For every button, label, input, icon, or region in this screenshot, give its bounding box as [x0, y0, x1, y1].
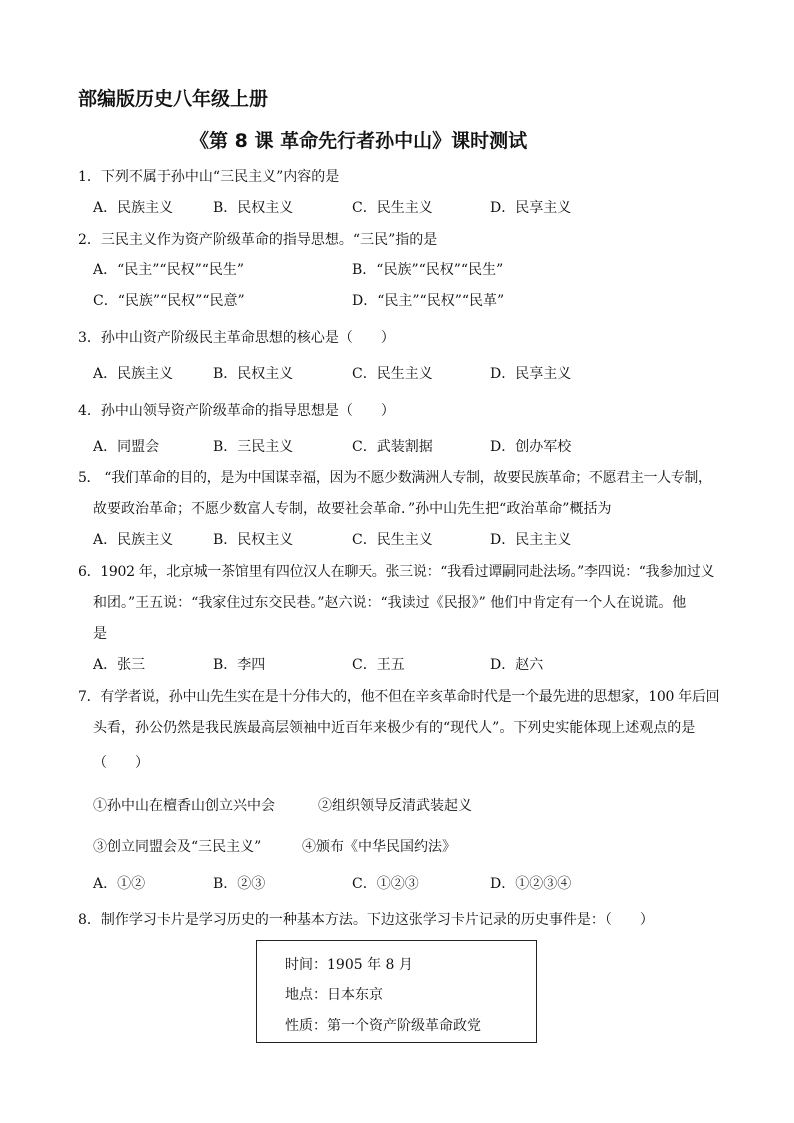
option-a: A．①②	[93, 876, 146, 892]
option-b: B．民权主义	[213, 532, 294, 548]
card-place: 地点：日本东京	[285, 987, 383, 1003]
option-d: D．“民主”“民权”“民革”	[352, 293, 505, 309]
option-b: B．②③	[213, 876, 266, 892]
option-d: D．民享主义	[490, 366, 572, 382]
card-time: 时间：1905 年 8 月	[285, 957, 413, 973]
option-c: C．民生主义	[352, 366, 433, 382]
option-c: C．①②③	[352, 876, 419, 892]
question-stem-line-1: 5． “我们革命的目的，是为中国谋幸福，因为不愿少数满洲人专制，故要民族革命；不愿君主一人专制，	[78, 470, 712, 486]
option-b: B．三民主义	[213, 439, 294, 455]
option-c: C．民生主义	[352, 532, 433, 548]
question-stem: 3．孙中山资产阶级民主革命思想的核心是（ ）	[78, 330, 395, 346]
statement-1: ①孙中山在檀香山创立兴中会	[93, 798, 275, 814]
option-b: B．民权主义	[213, 200, 294, 216]
option-c: C．武装割据	[352, 439, 433, 455]
option-a: A．张三	[93, 657, 146, 673]
option-c: C．“民族”“民权”“民意”	[93, 293, 245, 309]
option-d: D．民主主义	[490, 532, 572, 548]
question-stem-line-1: 7．有学者说，孙中山先生实在是十分伟大的，他不但在辛亥革命时代是一个最先进的思想家，100 年后回	[78, 689, 720, 705]
option-a: A．民族主义	[93, 532, 174, 548]
question-stem: 2．三民主义作为资产阶级革命的指导思想。“三民”指的是	[78, 232, 438, 248]
card-nature: 性质：第一个资产阶级革命政党	[285, 1018, 481, 1034]
option-b: B．李四	[213, 657, 266, 673]
option-d: D．①②③④	[490, 876, 572, 892]
option-d: D．创办军校	[490, 439, 572, 455]
option-d: D．赵六	[490, 657, 544, 673]
question-stem: 4．孙中山领导资产阶级革命的指导思想是（ ）	[78, 403, 395, 419]
option-b: B．民权主义	[213, 366, 294, 382]
option-a: A．民族主义	[93, 366, 174, 382]
question-stem-line-3: （ ）	[93, 755, 149, 771]
question-stem: 8．制作学习卡片是学习历史的一种基本方法。下边这张学习卡片记录的历史事件是：（ ）	[78, 912, 654, 928]
statement-2: ②组织领导反清武装起义	[318, 798, 472, 814]
option-a: A．“民主”“民权”“民生”	[93, 262, 245, 278]
question-stem: 1．下列不属于孙中山“三民主义”内容的是	[78, 169, 340, 185]
question-stem-line-2: 故要政治革命；不愿少数富人专制，故要社会革命．”孙中山先生把“政治革命”概括为	[93, 501, 612, 517]
series-heading: 部编版历史八年级上册	[78, 88, 269, 110]
option-d: D．民享主义	[490, 200, 572, 216]
statement-3: ③创立同盟会及“三民主义”	[93, 839, 262, 855]
option-c: C．民生主义	[352, 200, 433, 216]
question-stem-line-3: 是	[93, 626, 107, 642]
option-a: A．民族主义	[93, 200, 174, 216]
option-a: A．同盟会	[93, 439, 160, 455]
option-c: C．王五	[352, 657, 405, 673]
question-stem-line-2: 和团。”王五说：“我家住过东交民巷。”赵六说：“我读过《民报》” 他们中肯定有一个人在说谎。他	[93, 595, 687, 611]
page-title: 《第 8 课 革命先行者孙中山》课时测试	[190, 130, 528, 152]
statement-4: ④颁布《中华民国约法》	[302, 839, 456, 855]
question-stem-line-1: 6．1902 年，北京城一茶馆里有四位汉人在聊天。张三说：“我看过谭嗣同赴法场。”李四说：“我参加过义	[78, 564, 715, 580]
study-card	[256, 940, 537, 1043]
question-stem-line-2: 头看，孙公仍然是我民族最高层领袖中近百年来极少有的“现代人”。下列史实能体现上述观点的是	[93, 720, 696, 736]
option-b: B．“民族”“民权”“民生”	[352, 262, 504, 278]
